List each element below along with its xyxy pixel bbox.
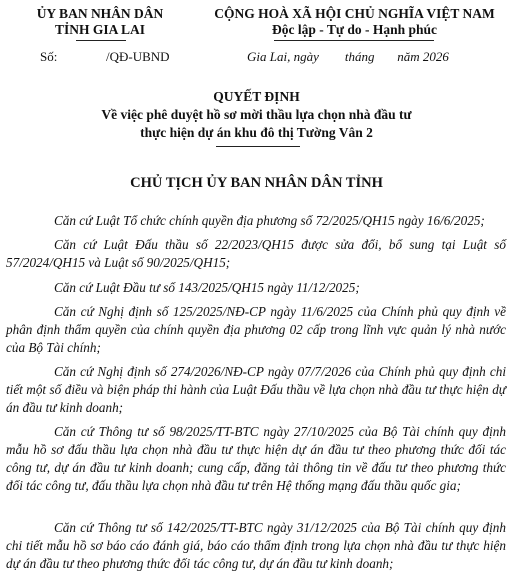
legal-basis-7: Căn cứ Thông tư số 142/2025/TT-BTC ngày 31/12/2025 của Bộ Tài chính quy định chi tiết mẫu hồ sơ báo cáo đánh giá, báo cáo thẩm định trong lựa chọn nhà đầu tư thực hiện dự án đầu tư theo phương thức đối tác công tư, dự án đầu tư kinh doanh; [6, 520, 506, 571]
national-title: CỘNG HOÀ XÃ HỘI CHỦ NGHĨA VIỆT NAM [214, 6, 495, 21]
legal-basis-6: Căn cứ Thông tư số 98/2025/TT-BTC ngày 27/10/2025 của Bộ Tài chính quy định mẫu hồ sơ đấu thầu lựa chọn nhà đầu tư thực hiện dự án đầu tư theo phương thức đối tác công tư, dự án đầu tư kinh doanh; cung cấp, đăng tải thông tin về đấu tư theo phương thức đối tác công tư, đấu thầu lựa chọn nhà đầu tư trên Hệ thống mạng đấu thầu quốc gia; [6, 424, 506, 493]
authority-heading: CHỦ TỊCH ỦY BAN NHÂN DÂN TỈNH [130, 175, 383, 191]
decision-heading: QUYẾT ĐỊNH [213, 89, 300, 104]
decision-subject-line2: thực hiện dự án khu đô thị Tường Vân 2 [140, 125, 373, 140]
legal-basis-3: Căn cứ Luật Đầu tư số 143/2025/QH15 ngày 11/12/2025; [54, 280, 360, 295]
national-motto: Độc lập - Tự do - Hạnh phúc [271, 22, 438, 37]
issuing-authority: ỦY BAN NHÂN DÂN [36, 6, 164, 21]
legal-basis-4: Căn cứ Nghị định số 125/2025/NĐ-CP ngày 11/6/2025 của Chính phủ quy định về phân định thẩm quyền của chính quyền địa phương 02 cấp trong lĩnh vực quản lý nhà nước của Bộ Tài chính; [6, 304, 506, 355]
place-date: Gia Lai, ngày tháng năm 2026 [247, 49, 449, 64]
issuing-province: TỈNH GIA LAI [54, 22, 146, 37]
title-underline [216, 146, 300, 147]
legal-basis-1: Căn cứ Luật Tổ chức chính quyền địa phương số 72/2025/QH15 ngày 16/6/2025; [54, 213, 485, 228]
motto-underline [274, 40, 434, 41]
decision-subject-line1: Về việc phê duyệt hồ sơ mời thầu lựa chọn nhà đầu tư [101, 107, 412, 122]
legal-basis-2: Căn cứ Luật Đấu thầu số 22/2023/QH15 được sửa đổi, bổ sung tại Luật số 57/2024/QH15 và Luật số 90/2025/QH15; [6, 237, 506, 270]
legal-basis-5: Căn cứ Nghị định số 274/2026/NĐ-CP ngày 07/7/2026 của Chính phủ quy định chi tiết một số điều và biện pháp thi hành của Luật Đấu thầu về lựa chọn nhà đầu tư thực hiện dự án đầu tư kinh doanh; [6, 364, 506, 415]
authority-underline [76, 40, 126, 41]
doc-number-value: /QĐ-UBND [106, 49, 170, 64]
doc-number-label: Số: [40, 49, 58, 64]
